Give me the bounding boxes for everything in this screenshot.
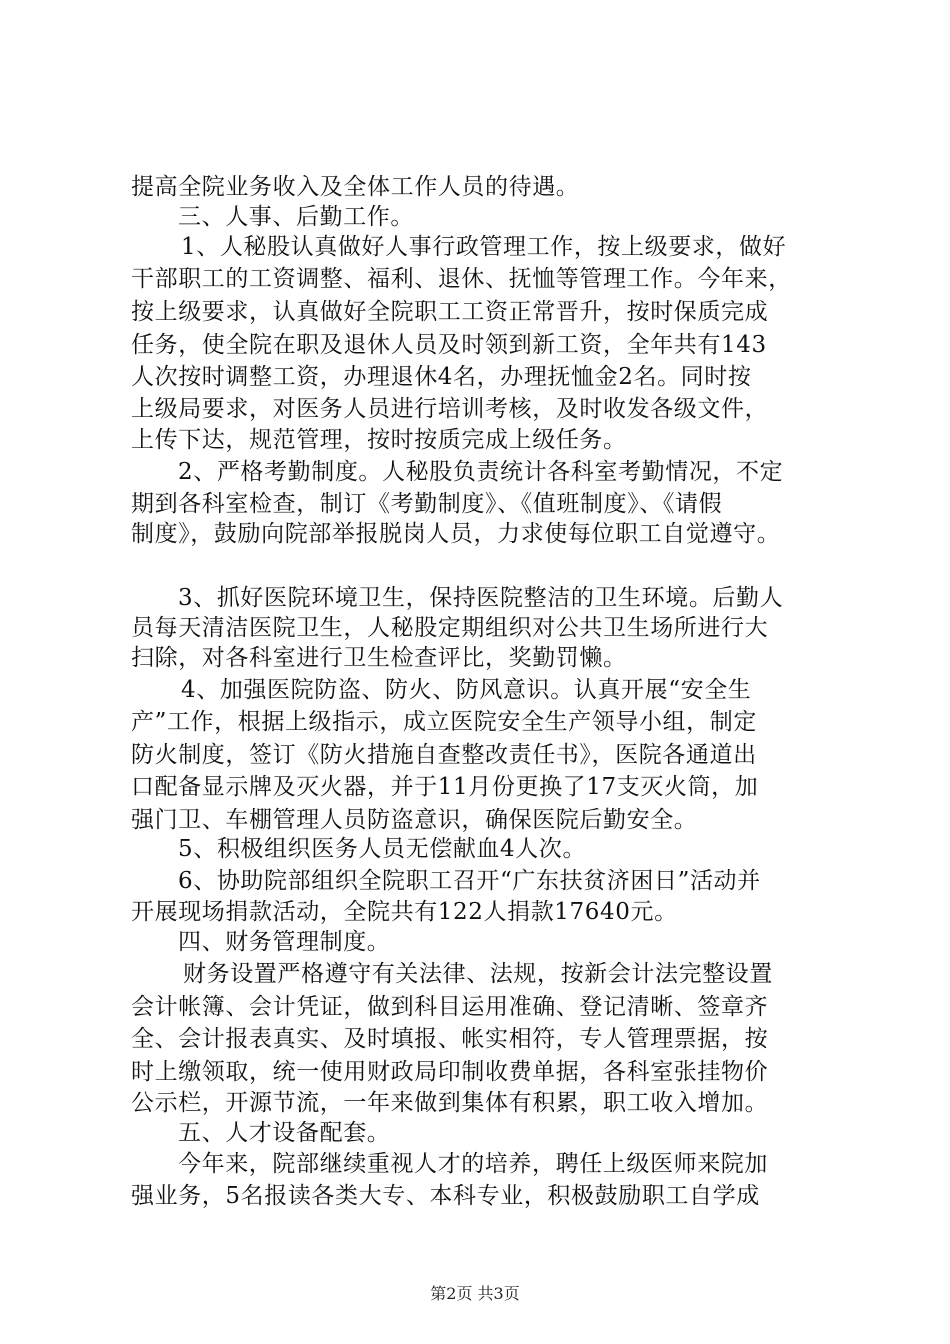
text-line: 制度》，鼓励向院部举报脱岗人员，力求使每位职工自觉遵守。 xyxy=(131,521,781,547)
text-line: 上级局要求，对医务人员进行培训考核，及时收发各级文件， xyxy=(131,396,769,422)
text-line: 时上缴领取，统一使用财政局印制收费单据，各科室张挂物价 xyxy=(131,1059,769,1085)
section-heading: 四、财务管理制度。 xyxy=(178,929,391,955)
text-line: 财务设置严格遵守有关法律、法规，按新会计法完整设置 xyxy=(183,961,773,987)
text-line: 开展现场捐款活动，全院共有122人捐款17640元。 xyxy=(131,899,678,925)
text-line: 任务，使全院在职及退休人员及时领到新工资，全年共有143 xyxy=(131,332,767,358)
text-line: 4、加强医院防盗、防火、防风意识。认真开展“安全生 xyxy=(181,677,752,703)
text-line: 口配备显示牌及灭火器，并于11月份更换了17支灭火筒，加 xyxy=(131,774,759,800)
text-line: 全、会计报表真实、及时填报、帐实相符，专人管理票据，按 xyxy=(131,1026,769,1052)
page-number-footer: 第2页 共3页 xyxy=(430,1284,520,1303)
text-line: 6、协助院部组织全院职工召开“广东扶贫济困日”活动并 xyxy=(178,868,761,894)
section-heading: 三、人事、后勤工作。 xyxy=(178,204,414,230)
text-line: 会计帐簿、会计凭证，做到科目运用准确、登记清晰、签章齐 xyxy=(131,994,769,1020)
text-line: 员每天清洁医院卫生，人秘股定期组织对公共卫生场所进行大 xyxy=(131,615,769,641)
section-heading: 五、人才设备配套。 xyxy=(178,1120,391,1146)
text-line: 期到各科室检查，制订《考勤制度》、《值班制度》、《请假 xyxy=(131,491,723,517)
text-line: 2、严格考勤制度。人秘股负责统计各科室考勤情况，不定 xyxy=(178,459,784,485)
text-line: 公示栏，开源节流，一年来做到集体有积累，职工收入增加。 xyxy=(131,1090,769,1116)
text-line: 人次按时调整工资，办理退休4名，办理抚恤金2名。同时按 xyxy=(131,364,752,390)
text-line: 产”工作，根据上级指示，成立医院安全生产领导小组，制定 xyxy=(131,709,757,735)
text-line: 今年来，院部继续重视人才的培养，聘任上级医师来院加 xyxy=(178,1151,768,1177)
text-line: 干部职工的工资调整、福利、退休、抚恤等管理工作。今年来， xyxy=(131,266,792,292)
text-line: 5、积极组织医务人员无偿献血4人次。 xyxy=(178,836,587,862)
text-line: 上传下达，规范管理，按时按质完成上级任务。 xyxy=(131,427,627,453)
text-line: 按上级要求，认真做好全院职工工资正常晋升，按时保质完成 xyxy=(131,299,769,325)
text-line: 提高全院业务收入及全体工作人员的待遇。 xyxy=(131,174,580,200)
text-line: 1、人秘股认真做好人事行政管理工作，按上级要求，做好 xyxy=(181,234,787,260)
text-line: 防火制度，签订《防火措施自查整改责任书》，医院各通道出 xyxy=(131,742,757,768)
text-line: 强业务，5名报读各类大专、本科专业，积极鼓励职工自学成 xyxy=(131,1183,760,1209)
text-line: 3、抓好医院环境卫生，保持医院整洁的卫生环境。后勤人 xyxy=(178,585,784,611)
text-line: 强门卫、车棚管理人员防盗意识，确保医院后勤安全。 xyxy=(131,807,698,833)
text-line: 扫除，对各科室进行卫生检查评比，奖勤罚懒。 xyxy=(131,645,627,671)
